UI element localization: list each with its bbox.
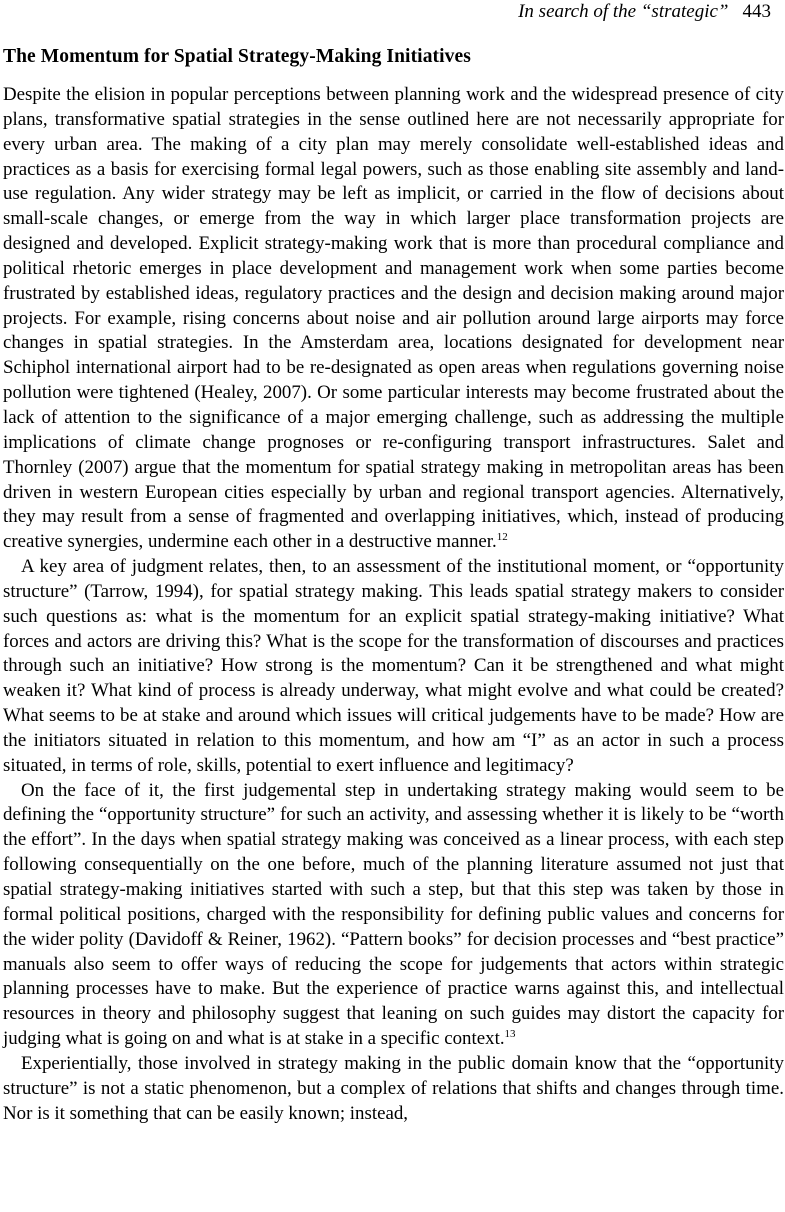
- footnote-marker-13: 13: [504, 1028, 516, 1041]
- paragraph-2-text: A key area of judgment relates, then, to an assessment of the institutional moment, or “opportunity structure” (Tarrow, 1994), for spatial strategy making. This leads spatial strategy makers to consider such questions as: what is the momentum for an explicit spatial strategy-making initiative? What forces and actors are driving this? What is the scope for the transformation of discourses and practices through such an initiative? How strong is the momentum? Can it be strengthened and what might weaken it? What kind of process is already underway, what might evolve and what could be created? What seems to be at stake and around which issues will critical judgements have to be made? How are the initiators situated in relation to this momentum, and how am “I” as an actor in such a process situated, in terms of role, skills, potential to exert influence and legitimacy?: [3, 556, 784, 776]
- paragraph-4-text: Experientially, those involved in strategy making in the public domain know that the “opportunity structure” is not a static phenomenon, but a complex of relations that shifts and changes through time. Nor is it something that can be easily known; instead,: [3, 1052, 784, 1124]
- paragraph-3: [3, 779, 784, 1052]
- section-heading: The Momentum for Spatial Strategy-Making Initiatives: [3, 46, 471, 67]
- page-number: 443: [742, 1, 771, 22]
- paragraph-1-text: Despite the elision in popular perceptions between planning work and the widespread presence of city plans, transformative spatial strategies in the sense outlined here are not necessarily appropriate for every urban area. The making of a city plan may merely consolidate well-established ideas and practices as a basis for exercising formal legal powers, such as those enabling site assembly and land-use regulation. Any wider strategy may be left as implicit, or carried in the flow of decisions about small-scale changes, or emerge from the way in which larger place transformation projects are designed and developed. Explicit strategy-making work that is more than procedural compliance and political rhetoric emerges in place development and management work when some parties become frustrated by established ideas, regulatory practices and the design and decision making around major projects. For example, rising concerns about noise and air pollution around large airports may force changes in spatial strategies. In the Amsterdam area, locations designated for development near Schiphol international airport had to be re-designated as open areas when regulations governing noise pollution were tightened (Healey, 2007). Or some particular interests may become frustrated about the lack of attention to the significance of a major emerging challenge, such as addressing the multiple implications of climate change prognoses or re-configuring transport infrastructures. Salet and Thornley (2007) argue that the momentum for spatial strategy making in metropolitan areas has been driven in western European cities especially by urban and regional transport agencies. Alternatively, they may result from a sense of fragmented and overlapping initiatives, which, instead of producing creative synergies, undermine each other in a destructive manner.: [3, 84, 784, 553]
- body-text: [3, 83, 784, 1126]
- paragraph-1: [3, 83, 784, 555]
- paragraph-2: [3, 555, 784, 779]
- paragraph-4: [3, 1052, 784, 1127]
- footnote-marker-12: 12: [496, 531, 508, 544]
- running-head: [518, 0, 771, 24]
- paragraph-3-text: On the face of it, the first judgemental step in undertaking strategy making would seem to be defining the “opportunity structure” for such an activity, and assessing whether it is likely to be “worth the effort”. In the days when spatial strategy making was conceived as a linear process, with each step following consequentially on the one before, much of the planning literature assumed not just that spatial strategy-making initiatives started with such a step, but that this step was taken by those in formal political positions, charged with the responsibility for defining public values and concerns for the wider polity (Davidoff & Reiner, 1962). “Pattern books” for decision processes and “best practice” manuals also seem to offer ways of reducing the scope for judgements that actors within strategic planning processes have to make. But the experience of practice warns against this, and intellectual resources in theory and philosophy suggest that leaning on such guides may distort the capacity for judging what is going on and what is at stake in a specific context.: [3, 779, 784, 1050]
- running-head-title: In search of the “strategic”: [518, 1, 729, 22]
